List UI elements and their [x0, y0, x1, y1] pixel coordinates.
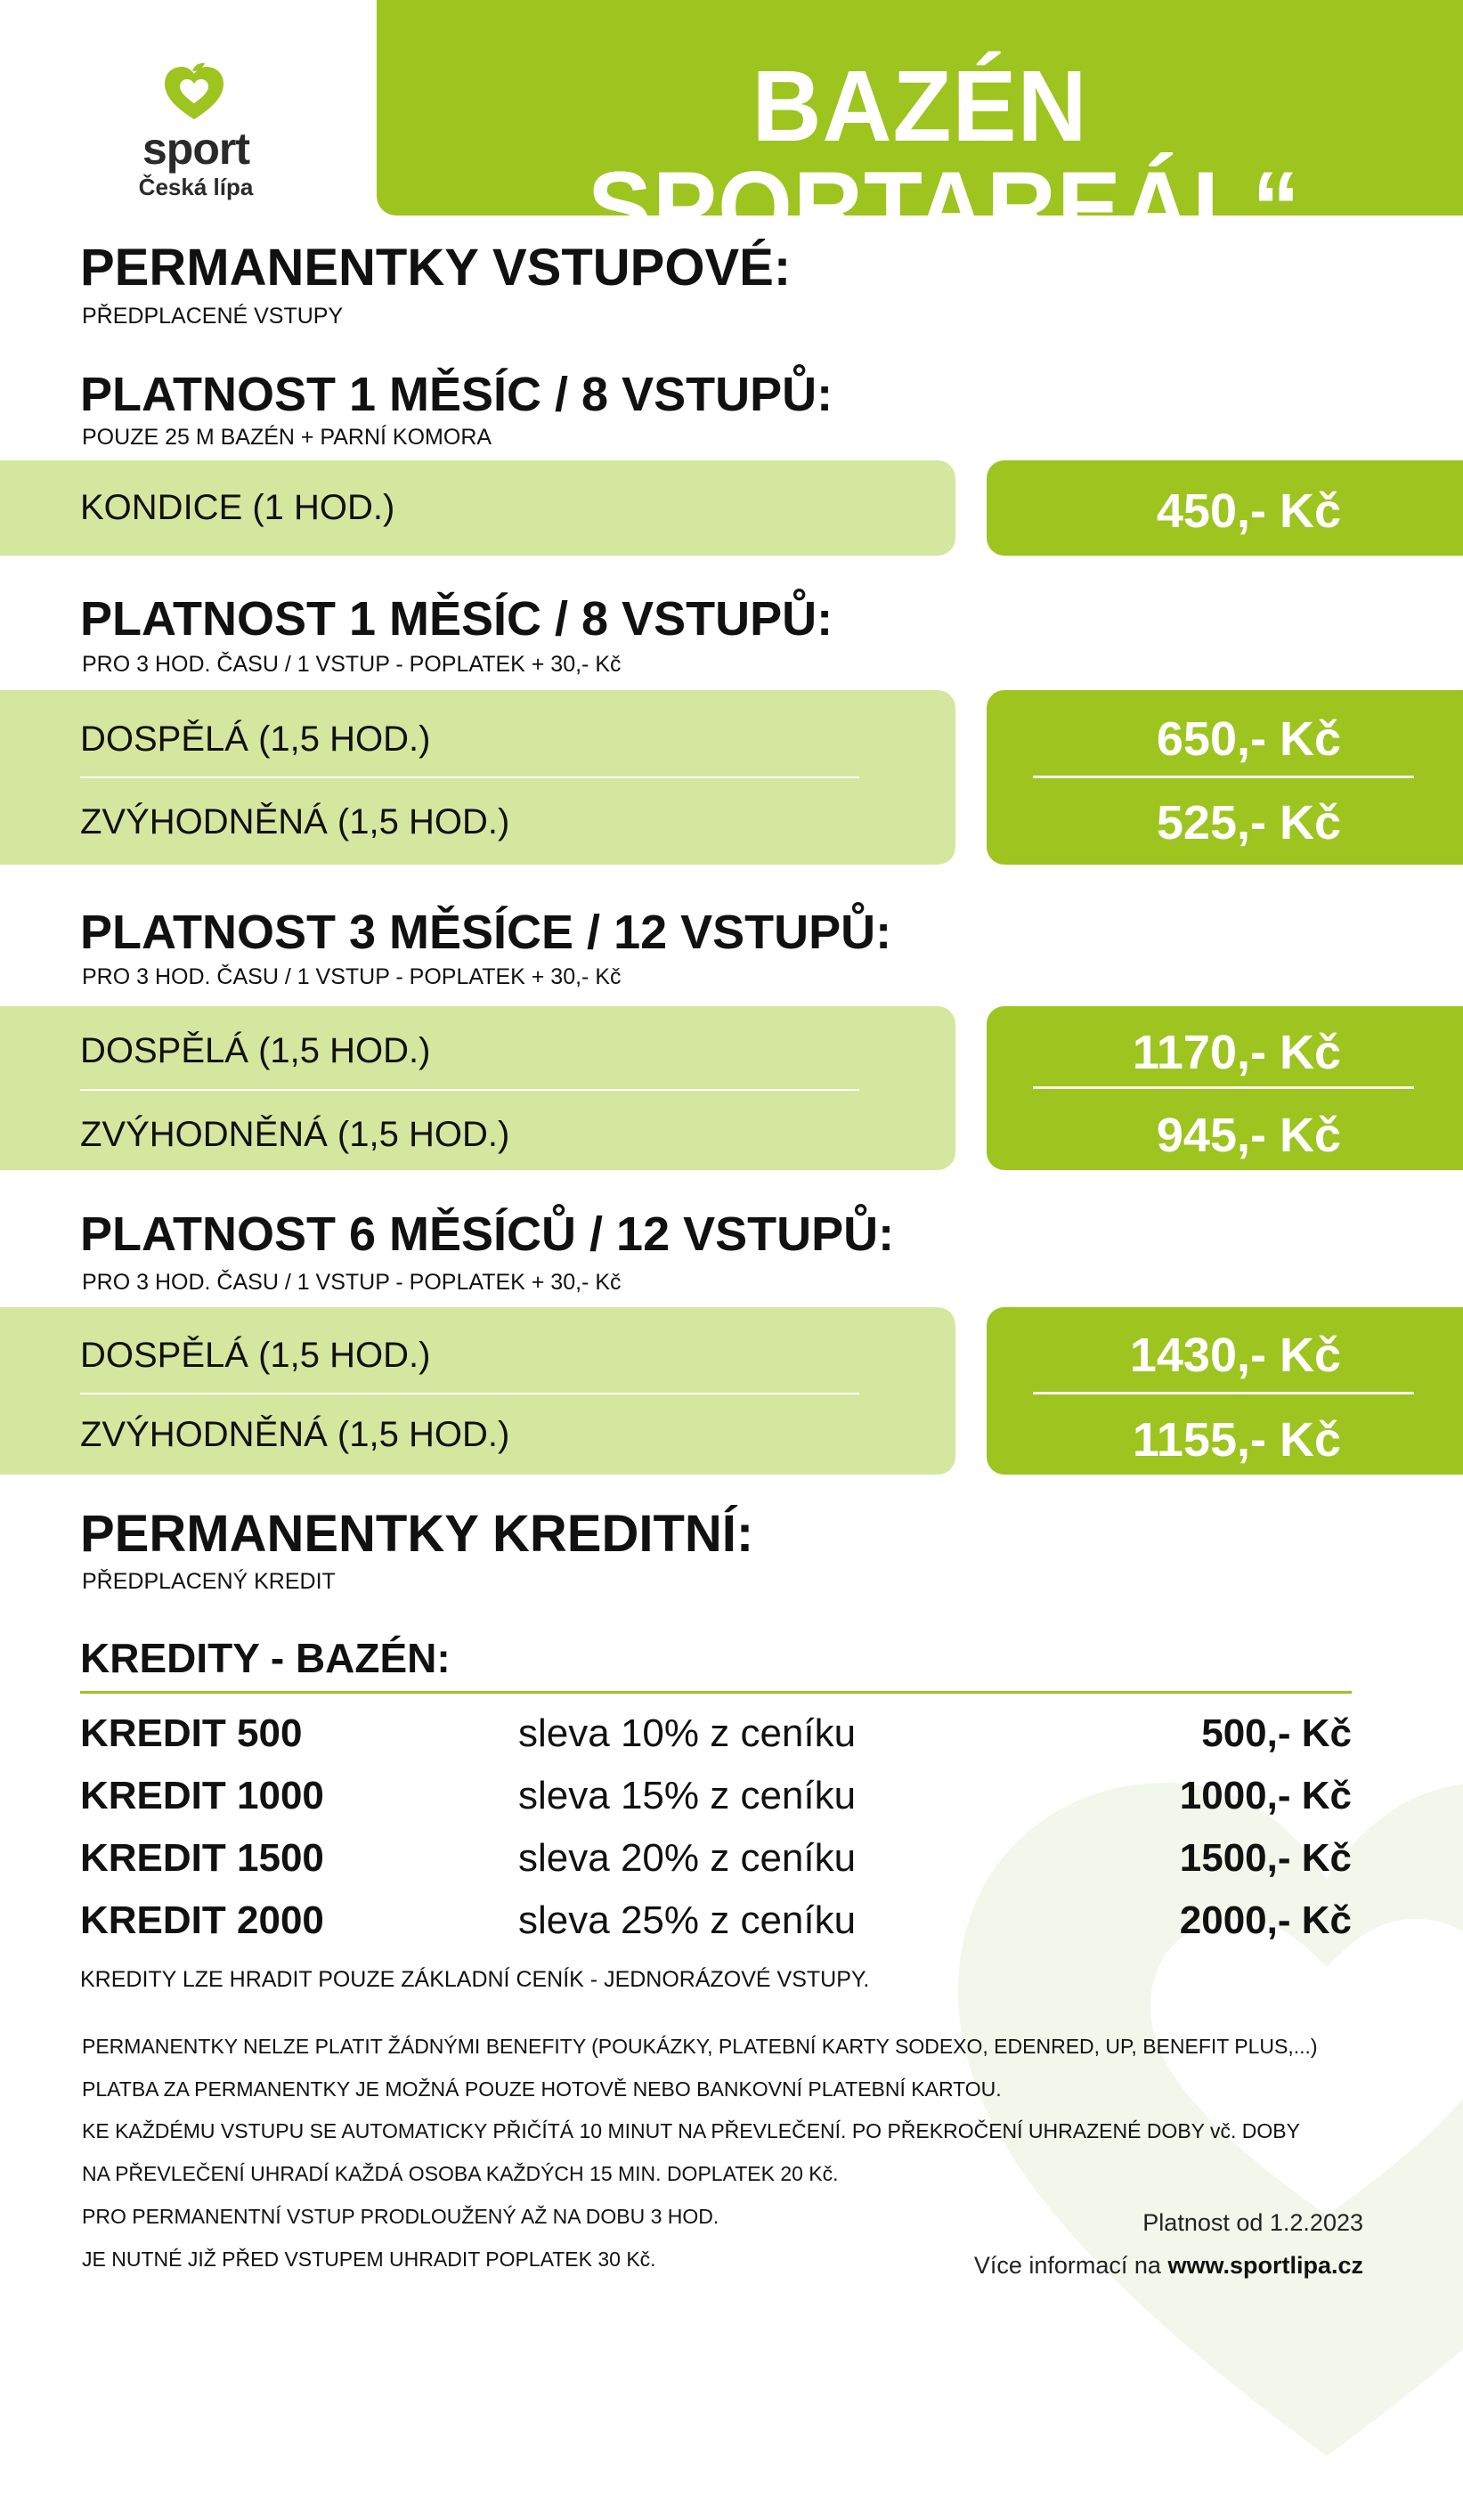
group-3-divider [80, 1089, 859, 1091]
group-3-price-divider [1033, 1086, 1414, 1089]
credit-row-4-price: 2000,- Kč [1179, 1898, 1352, 1942]
group-3-title: PLATNOST 3 MĚSÍCE / 12 VSTUPŮ: [80, 906, 892, 959]
more-info-prefix: Více informací na [973, 2252, 1161, 2279]
logo-city: Česká lípa [138, 174, 254, 200]
entry-passes-title: PERMANENTKY VSTUPOVÉ: [80, 239, 792, 297]
credit-row-2-discount: sleva 15% z ceníku [518, 1774, 857, 1817]
fine-print-line-3: KE KAŽDÉMU VSTUPU SE AUTOMATICKY PŘIČÍTÁ 10 MINUT NA PŘEVLEČENÍ. PO PŘEKROČENÍ UHRAZENÉ DOBY vč. DOBY [82, 2119, 1300, 2142]
group-4-prices-box [987, 1307, 1463, 1475]
website-link[interactable]: www.sportlipa.cz [1167, 2252, 1363, 2279]
group-3-subtitle: PRO 3 HOD. ČASU / 1 VSTUP - POPLATEK + 30,- Kč [82, 964, 622, 989]
header-bar [377, 0, 1463, 264]
credit-row-4-name: KREDIT 2000 [80, 1898, 324, 1942]
group-4-row-1-label: DOSPĚLÁ (1,5 HOD.) [80, 1336, 431, 1375]
logo [125, 62, 267, 200]
group-4-row-1-price: 1430,- Kč [1129, 1329, 1341, 1382]
logo-wordmark: sport [142, 124, 249, 174]
credit-row-2-price: 1000,- Kč [1179, 1774, 1352, 1817]
group-2-row-2-price: 525,- Kč [1156, 796, 1341, 849]
group-1-labels-box [0, 460, 955, 556]
group-2-row-2-label: ZVÝHODNĚNÁ (1,5 HOD.) [80, 802, 510, 841]
validity-date: Platnost od 1.2.2023 [1142, 2209, 1363, 2236]
group-2-prices-box [987, 690, 1463, 865]
group-1-title: PLATNOST 1 MĚSÍC / 8 VSTUPŮ: [80, 368, 833, 421]
page-title: BAZÉN „SPORTAREÁL“ [538, 49, 1301, 264]
credit-passes-title: PERMANENTKY KREDITNÍ: [80, 1505, 754, 1563]
credit-row-2-name: KREDIT 1000 [80, 1774, 324, 1817]
credit-passes-subtitle: PŘEDPLACENÝ KREDIT [82, 1569, 336, 1594]
fine-print-line-4: NA PŘEVLEČENÍ UHRADÍ KAŽDÁ OSOBA KAŽDÝCH 15 MIN. DOPLATEK 20 Kč. [82, 2162, 839, 2185]
group-2-row-1-price: 650,- Kč [1156, 712, 1341, 766]
group-2-labels-box [0, 690, 955, 865]
fine-print-line-6: JE NUTNÉ JIŽ PŘED VSTUPEM UHRADIT POPLATEK 30 Kč. [82, 2248, 656, 2271]
group-1-prices-box [987, 460, 1463, 556]
credit-row-3-name: KREDIT 1500 [80, 1836, 324, 1880]
credit-section-title: KREDITY - BAZÉN: [80, 1635, 451, 1681]
group-3-row-2-price: 945,- Kč [1156, 1109, 1341, 1162]
group-4-divider [80, 1393, 859, 1394]
fine-print-line-5: PRO PERMANENTNÍ VSTUP PRODLOUŽENÝ AŽ NA DOBU 3 HOD. [82, 2205, 719, 2228]
group-2-divider [80, 776, 859, 778]
group-4-price-divider [1033, 1392, 1414, 1394]
credit-row-1-price: 500,- Kč [1201, 1711, 1352, 1755]
group-3-row-1-price: 1170,- Kč [1132, 1026, 1341, 1079]
more-info [974, 2254, 1363, 2278]
credit-row-4-discount: sleva 25% z ceníku [518, 1898, 857, 1942]
group-2-price-divider [1033, 776, 1414, 778]
credit-row-1-name: KREDIT 500 [80, 1711, 303, 1755]
credit-row-1-discount: sleva 10% z ceníku [518, 1711, 857, 1755]
fine-print-line-1: PERMANENTKY NELZE PLATIT ŽÁDNÝMI BENEFITY (POUKÁZKY, PLATEBNÍ KARTY SODEXO, EDENRED, UP, BENEFIT PLUS,...) [82, 2035, 1318, 2058]
fine-print-line-2: PLATBA ZA PERMANENTKY JE MOŽNÁ POUZE HOTOVĚ NEBO BANKOVNÍ PLATEBNÍ KARTOU. [82, 2077, 1002, 2101]
group-4-labels-box [0, 1307, 955, 1475]
group-4-row-2-price: 1155,- Kč [1132, 1413, 1341, 1467]
group-3-prices-box [987, 1006, 1463, 1170]
entry-passes-subtitle: PŘEDPLACENÉ VSTUPY [82, 304, 344, 329]
group-2-title: PLATNOST 1 MĚSÍC / 8 VSTUPŮ: [80, 592, 833, 646]
credit-row-3-price: 1500,- Kč [1179, 1836, 1352, 1880]
group-1-row-1-price: 450,- Kč [1156, 484, 1341, 538]
heart-apple-icon [162, 62, 226, 121]
group-1-subtitle: POUZE 25 M BAZÉN + PARNÍ KOMORA [82, 425, 492, 450]
group-4-subtitle: PRO 3 HOD. ČASU / 1 VSTUP - POPLATEK + 30,- Kč [82, 1270, 622, 1295]
group-3-row-2-label: ZVÝHODNĚNÁ (1,5 HOD.) [80, 1115, 510, 1154]
group-1-row-1-label: KONDICE (1 HOD.) [80, 488, 395, 527]
group-2-subtitle: PRO 3 HOD. ČASU / 1 VSTUP - POPLATEK + 30,- Kč [82, 652, 622, 677]
credit-note: KREDITY LZE HRADIT POUZE ZÁKLADNÍ CENÍK - JEDNORÁZOVÉ VSTUPY. [80, 1967, 870, 1992]
group-3-labels-box [0, 1006, 955, 1170]
group-2-row-1-label: DOSPĚLÁ (1,5 HOD.) [80, 719, 431, 759]
group-4-title: PLATNOST 6 MĚSÍCŮ / 12 VSTUPŮ: [80, 1207, 895, 1261]
group-3-row-1-label: DOSPĚLÁ (1,5 HOD.) [80, 1031, 431, 1070]
credit-row-3-discount: sleva 20% z ceníku [518, 1836, 857, 1880]
credit-section-divider [80, 1691, 1352, 1694]
group-4-row-2-label: ZVÝHODNĚNÁ (1,5 HOD.) [80, 1415, 510, 1454]
